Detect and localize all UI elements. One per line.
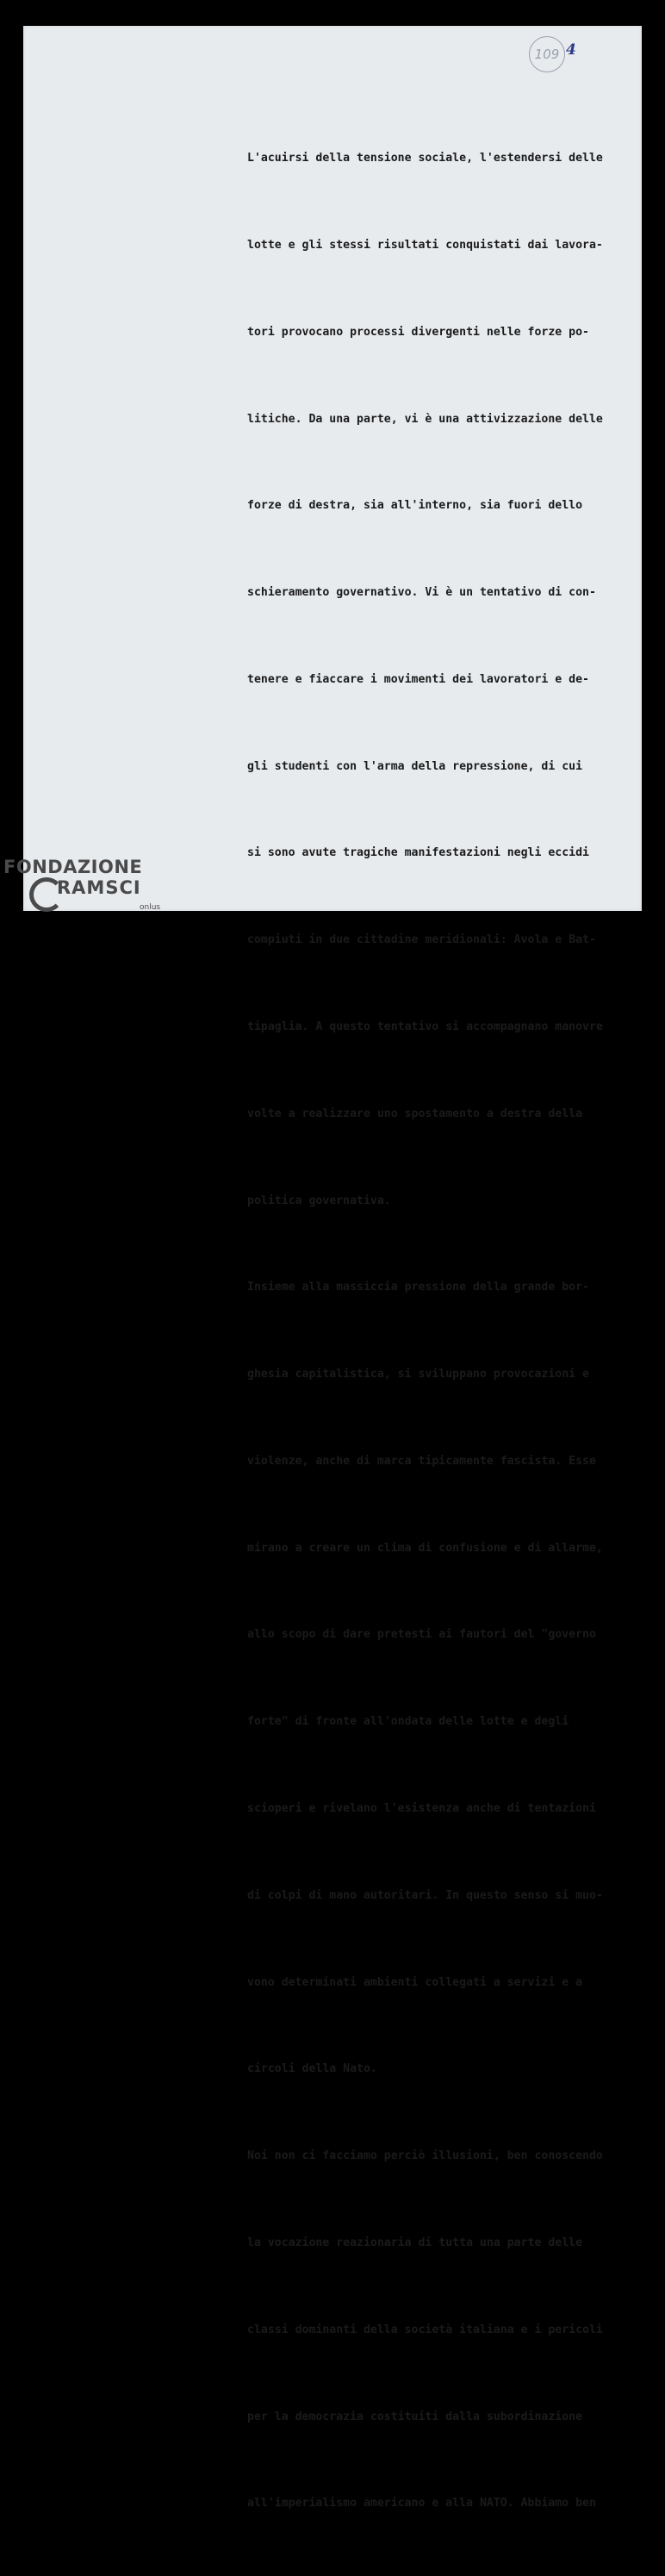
- text-line: ghesia capitalistica, si sviluppano provocazioni e: [247, 1368, 589, 1382]
- text-line: forte" di fronte all'ondata delle lotte e degli: [247, 1715, 569, 1729]
- text-line: compiuti in due cittadine meridionali: Avola e Bat-: [247, 933, 596, 947]
- watermark-line1: FONDAZIONE: [3, 857, 143, 877]
- text-line: la vocazione reazionaria di tutta una parte delle: [247, 2236, 583, 2249]
- text-line: gli studenti con l'arma della repressione, di cui: [247, 759, 583, 773]
- text-line: lotte e gli stessi risultati conquistati dai lavora-: [247, 238, 603, 252]
- circled-archive-number: 109: [529, 36, 565, 72]
- text-line: litiche. Da una parte, vi è una attivizzazione delle: [247, 412, 603, 426]
- text-line: forze di destra, sia all'interno, sia fuori dello: [247, 499, 583, 513]
- text-line: scioperi e rivelano l'esistenza anche di tentazioni: [247, 1802, 596, 1816]
- text-line: tipaglia. A questo tentativo si accompagnano manovre: [247, 1020, 603, 1033]
- text-line: Noi non ci facciamo perciò illusioni, ben conoscendo: [247, 2149, 603, 2163]
- text-line: per la democrazia costituiti dalla subordinazione: [247, 2410, 583, 2423]
- text-line: si sono avute tragiche manifestazioni negli eccidi: [247, 846, 589, 860]
- watermark-g-icon: [29, 877, 64, 912]
- text-line: di colpi di mano autoritari. In questo senso si muo-: [247, 1888, 603, 1902]
- watermark-line2: RAMSCI: [57, 877, 141, 898]
- text-line: Insieme alla massiccia pressione della grande bor-: [247, 1281, 589, 1294]
- text-line: all'imperialismo americano e alla NATO. Abbiamo ben: [247, 2497, 596, 2511]
- text-line: L'acuirsi della tensione sociale, l'estendersi delle: [247, 152, 603, 165]
- typewritten-body: [247, 86, 643, 2576]
- handwritten-page-number: 4: [566, 41, 576, 59]
- text-line: vono determinati ambienti collegati a servizi e a: [247, 1975, 583, 1989]
- text-line: tori provocano processi divergenti nelle forze po-: [247, 325, 589, 339]
- text-line: schieramento governativo. Vi è un tentativo di con-: [247, 586, 596, 600]
- text-line: classi dominanti della società italiana e i pericoli: [247, 2323, 603, 2336]
- fondazione-gramsci-watermark: [3, 857, 161, 912]
- watermark-small: onlus: [140, 903, 161, 912]
- text-line: politica governativa.: [247, 1194, 391, 1207]
- text-line: volte a realizzare uno spostamento a destra della: [247, 1107, 583, 1120]
- text-line: mirano a creare un clima di confusione e di allarme,: [247, 1541, 603, 1555]
- text-line: tenere e fiaccare i movimenti dei lavoratori e de-: [247, 672, 589, 686]
- text-line: circoli della Nato.: [247, 2062, 377, 2076]
- text-line: violenze, anche di marca tipicamente fascista. Esse: [247, 1454, 596, 1468]
- text-line: allo scopo di dare pretesti ai fautori del "governo: [247, 1628, 596, 1642]
